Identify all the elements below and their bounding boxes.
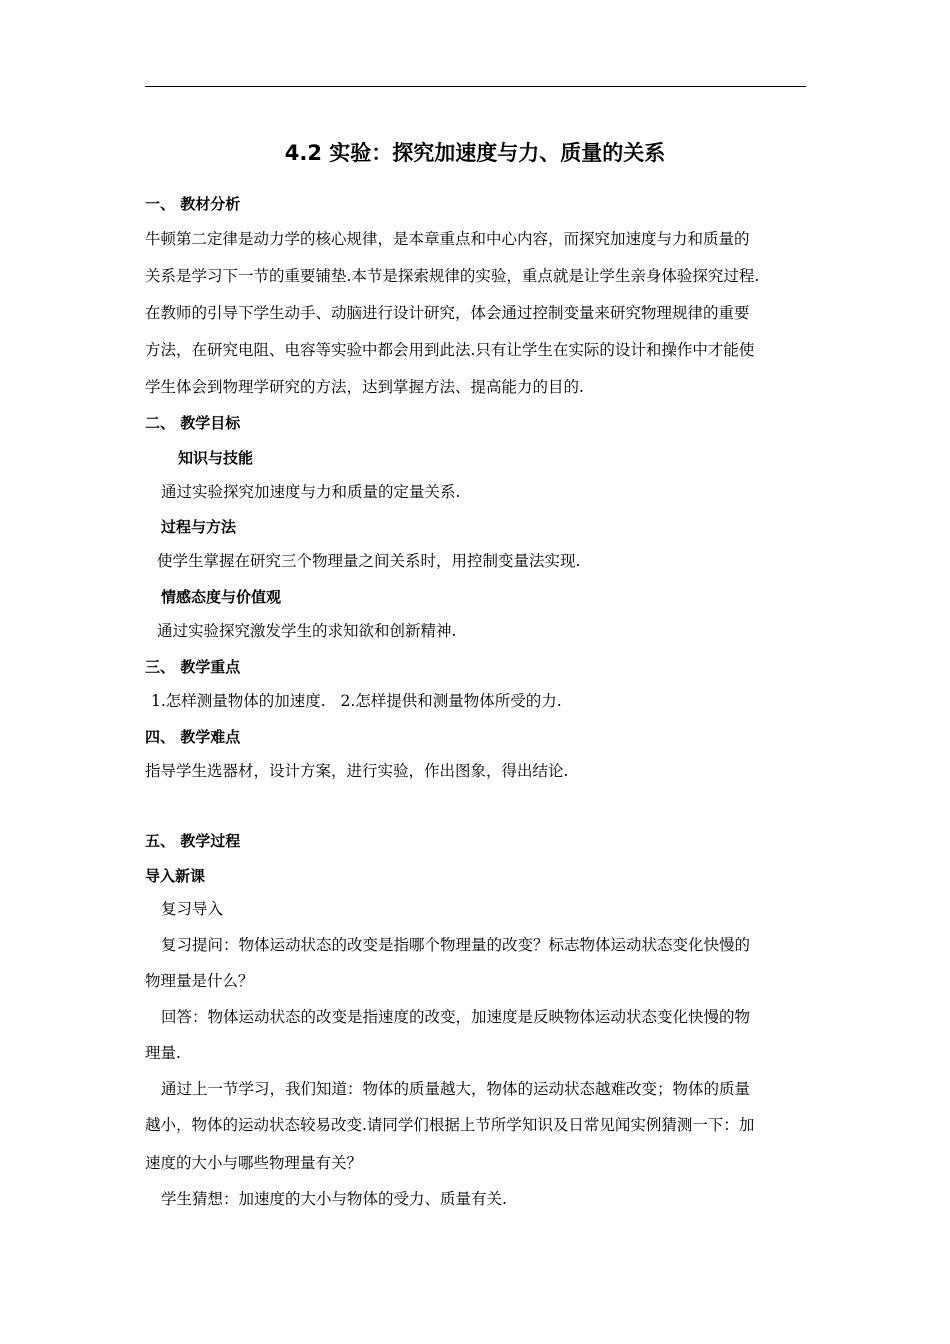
subheading-process: 过程与方法 (161, 518, 237, 536)
paragraph-line: 通过实验探究激发学生的求知欲和创新精神. (157, 622, 457, 640)
paragraph-line: 越小，物体的运动状态较易改变.请同学们根据上节所学知识及日常见闻实例猜测一下：加 (145, 1116, 755, 1134)
paragraph-line: 理量. (145, 1044, 181, 1062)
section-heading-process: 五、 教学过程 (145, 832, 241, 850)
section-heading-analysis: 一、 教材分析 (145, 195, 241, 213)
subheading-attitude: 情感态度与价值观 (161, 588, 282, 606)
paragraph-line: 复习提问：物体运动状态的改变是指哪个物理量的改变？标志物体运动状态变化快慢的 (161, 936, 751, 954)
section-heading-difficulties: 四、 教学难点 (145, 728, 241, 746)
paragraph-line: 复习导入 (161, 900, 224, 918)
paragraph-line: 关系是学习下一节的重要铺垫.本节是探索规律的实验，重点就是让学生亲身体验探究过程. (145, 267, 760, 285)
paragraph-line: 物理量是什么？ (145, 972, 254, 990)
section-heading-keypoints: 三、 教学重点 (145, 658, 241, 676)
section-heading-objectives: 二、 教学目标 (145, 414, 241, 432)
page-title: 4.2 实验：探究加速度与力、质量的关系 (284, 141, 666, 165)
subheading-intro: 导入新课 (145, 867, 206, 885)
paragraph-line: 在教师的引导下学生动手、动脑进行设计研究，体会通过控制变量来研究物理规律的重要 (145, 304, 750, 322)
paragraph-line: 使学生掌握在研究三个物理量之间关系时，用控制变量法实现. (157, 552, 581, 570)
paragraph-line: 方法，在研究电阻、电容等实验中都会用到此法.只有让学生在实际的设计和操作中才能使 (145, 341, 755, 359)
header-rule (145, 86, 806, 87)
paragraph-line: 速度的大小与哪些物理量有关？ (145, 1154, 363, 1172)
paragraph-line: 学生体会到物理学研究的方法，达到掌握方法、提高能力的目的. (145, 378, 584, 396)
paragraph-line: 通过上一节学习，我们知道：物体的质量越大，物体的运动状态越难改变；物体的质量 (161, 1080, 751, 1098)
paragraph-line: 1.怎样测量物体的加速度. 2.怎样提供和测量物体所受的力. (151, 692, 562, 710)
paragraph-line: 牛顿第二定律是动力学的核心规律，是本章重点和中心内容，而探究加速度与力和质量的 (145, 230, 750, 248)
paragraph-line: 通过实验探究加速度与力和质量的定量关系. (161, 483, 461, 501)
paragraph-line: 学生猜想：加速度的大小与物体的受力、质量有关. (161, 1190, 507, 1208)
subheading-knowledge: 知识与技能 (178, 449, 254, 467)
paragraph-line: 回答：物体运动状态的改变是指速度的改变，加速度是反映物体运动状态变化快慢的物 (161, 1008, 751, 1026)
paragraph-line: 指导学生选器材，设计方案，进行实验，作出图象，得出结论. (145, 762, 569, 780)
